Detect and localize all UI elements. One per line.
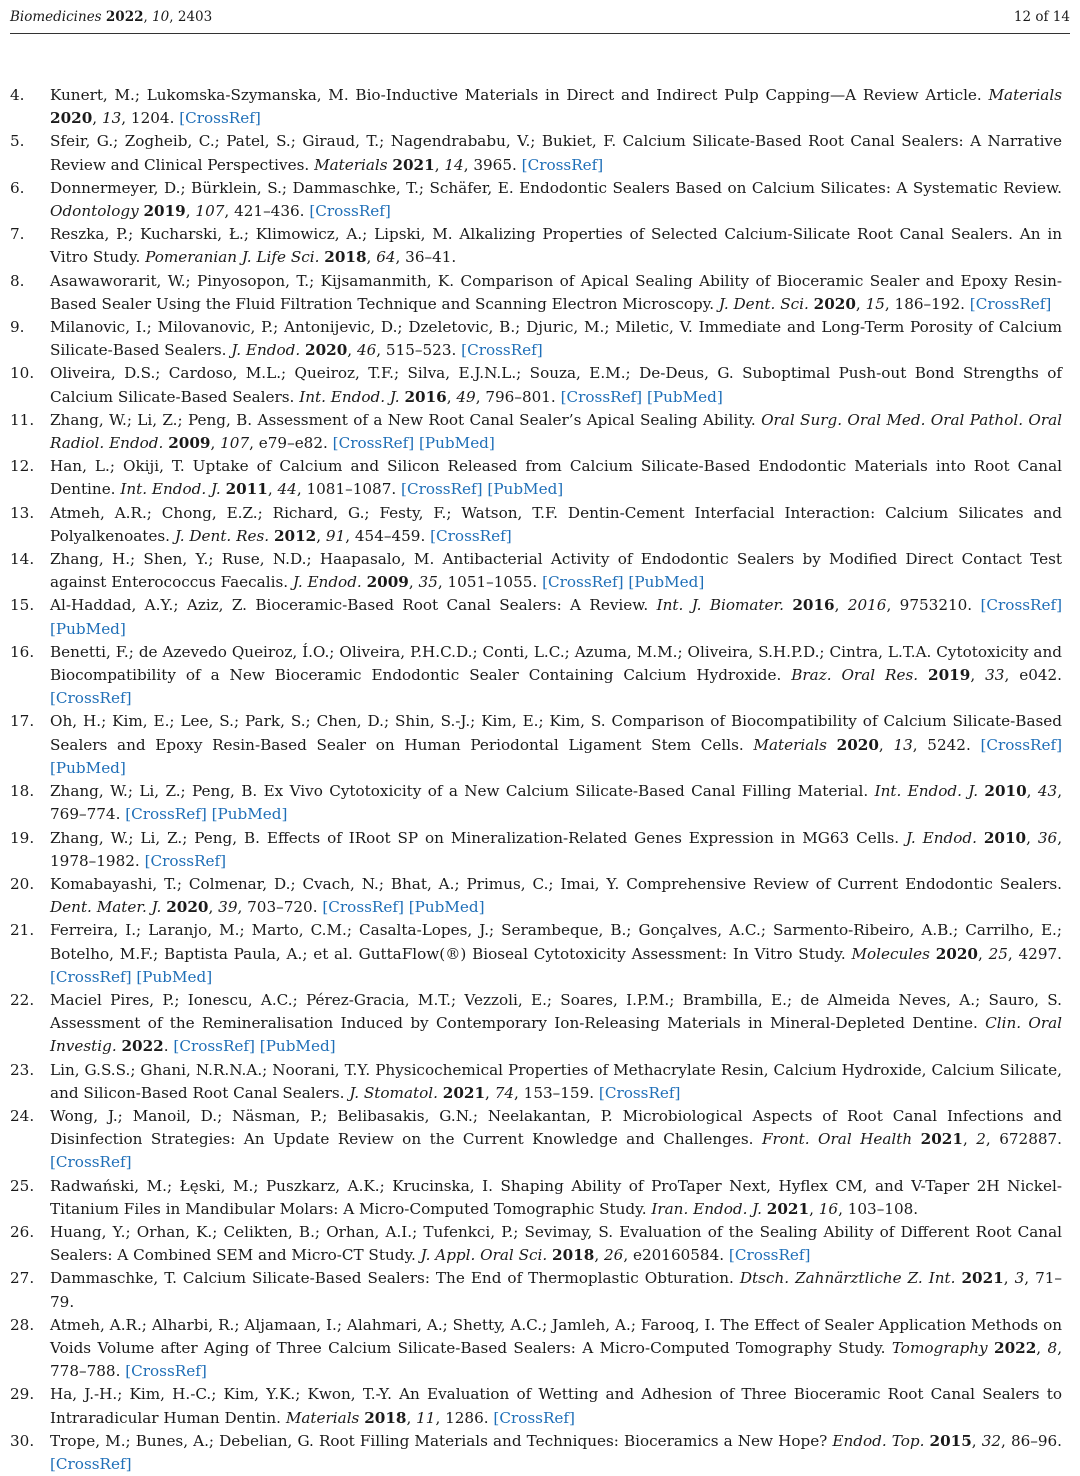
reference-segment: Ha, J.-H.; Kim, H.-C.; Kim, Y.K.; Kwon, T.-Y. An Evaluation of Wetting and Adhesion of Three Bioceramic Root Canal Sealers to Intraradicular Human Dentin. bbox=[50, 1385, 1062, 1427]
reference-italic: 44 bbox=[277, 480, 297, 499]
reference-segment: , 1081–1087. bbox=[296, 480, 402, 499]
reference-italic: 8 bbox=[1047, 1338, 1058, 1357]
reference-segment: , 672887. bbox=[985, 1130, 1063, 1149]
reference-text bbox=[50, 641, 1062, 711]
reference-segment: , bbox=[1026, 828, 1038, 847]
reference-segment: , bbox=[406, 1408, 417, 1427]
reference-text bbox=[50, 409, 1062, 455]
reference-segment: , bbox=[434, 155, 445, 174]
reference-year: 2022 bbox=[994, 1338, 1037, 1357]
reference-italic: 2 bbox=[976, 1130, 986, 1149]
reference-segment: , bbox=[185, 202, 196, 221]
crossref-link[interactable]: [CrossRef] bbox=[144, 851, 227, 870]
reference-segment: , 778–788. bbox=[50, 1338, 1063, 1381]
reference-italic: 43 bbox=[1037, 782, 1058, 801]
reference-number: 24. bbox=[10, 1106, 35, 1125]
reference-segment: , 36–41. bbox=[395, 248, 457, 267]
reference-italic: Materials bbox=[314, 155, 388, 174]
reference-text bbox=[50, 1221, 1062, 1267]
reference-item bbox=[10, 989, 1062, 1059]
reference-segment: , 103–108. bbox=[838, 1199, 919, 1218]
reference-text bbox=[50, 710, 1062, 780]
reference-number: 12. bbox=[10, 457, 35, 476]
journal-volume: 10 bbox=[152, 8, 170, 25]
crossref-link[interactable]: [CrossRef] bbox=[493, 1408, 575, 1427]
reference-text bbox=[50, 177, 1062, 223]
reference-italic: Molecules bbox=[851, 944, 930, 963]
reference-number: 23. bbox=[10, 1060, 35, 1079]
reference-italic: J. Endod. bbox=[905, 828, 977, 847]
reference-number: 8. bbox=[10, 271, 25, 290]
reference-segment: , 9753210. bbox=[886, 596, 981, 615]
reference-italic: J. Stomatol. bbox=[349, 1083, 438, 1102]
reference-segment: , bbox=[316, 526, 326, 545]
reference-text bbox=[50, 84, 1062, 130]
reference-item bbox=[10, 641, 1062, 711]
reference-segment: , bbox=[210, 434, 221, 453]
reference-italic: Materials bbox=[753, 735, 827, 754]
reference-segment: , 1204. bbox=[121, 109, 180, 128]
reference-italic: 36 bbox=[1037, 828, 1058, 847]
reference-item bbox=[10, 455, 1062, 501]
reference-segment: Milanovic, I.; Milovanovic, P.; Antonijevic, D.; Dzeletovic, B.; Djuric, M.; Miletic, V. Immediate and Long-Term Porosity of Calcium Silicate-Based Sealers. bbox=[50, 318, 1062, 360]
reference-italic: Oral Surg. Oral Med. Oral Pathol. Oral Radiol. Endod. bbox=[50, 410, 1062, 453]
reference-italic: 3 bbox=[1014, 1269, 1025, 1288]
reference-segment: , bbox=[485, 1083, 495, 1102]
reference-italic: Int. Endod. J. bbox=[299, 387, 400, 406]
reference-year: 2021 bbox=[961, 1269, 1004, 1288]
journal-name: Biomedicines bbox=[10, 8, 102, 25]
reference-segment bbox=[977, 829, 984, 847]
reference-item bbox=[10, 130, 1062, 176]
reference-segment: Benetti, F.; de Azevedo Queiroz, Í.O.; Oliveira, P.H.C.D.; Conti, L.C.; Azuma, M.M.; Oliveira, S.H.P.D.; Cintra, L.T.A. Cytotoxicity and Biocompatibility of a New Bioceramic Endodontic Sealer Containing Calcium Hydroxide. bbox=[50, 642, 1062, 685]
reference-segment: Han, L.; Okiji, T. Uptake of Calcium and Silicon Released from Calcium Silicate-Based Endodontic Materials into Root Canal Dentine. bbox=[50, 457, 1062, 499]
reference-segment: Al-Haddad, A.Y.; Aziz, Z. Bioceramic-Based Root Canal Sealers: A Review. bbox=[50, 596, 657, 615]
reference-year: 2010 bbox=[984, 782, 1027, 801]
crossref-link[interactable]: [CrossRef] bbox=[969, 294, 1052, 313]
crossref-link[interactable]: [CrossRef] bbox=[430, 526, 512, 545]
reference-year: 2020 bbox=[305, 341, 348, 360]
reference-segment: , bbox=[594, 1246, 604, 1265]
reference-number: 20. bbox=[10, 874, 35, 893]
crossref-link[interactable]: [CrossRef] bbox=[401, 480, 483, 499]
reference-segment: , 1978–1982. bbox=[50, 828, 1063, 870]
reference-italic: 2016 bbox=[847, 596, 887, 615]
reference-number: 21. bbox=[10, 921, 35, 940]
reference-year: 2021 bbox=[920, 1130, 963, 1149]
reference-number: 19. bbox=[10, 828, 35, 847]
reference-year: 2019 bbox=[928, 666, 971, 685]
reference-italic: Int. Endod. J. bbox=[120, 480, 221, 499]
reference-segment: , bbox=[267, 480, 278, 499]
reference-italic: Tomography bbox=[891, 1338, 988, 1357]
reference-text bbox=[50, 1175, 1062, 1221]
reference-segment: , bbox=[834, 596, 848, 615]
reference-item bbox=[10, 1383, 1062, 1429]
crossref-link[interactable]: [CrossRef] bbox=[322, 898, 404, 917]
reference-text bbox=[50, 223, 1062, 269]
reference-italic: Iran. Endod. J. bbox=[651, 1199, 762, 1218]
crossref-link[interactable]: [CrossRef] bbox=[50, 967, 132, 986]
reference-italic: Odontology bbox=[50, 202, 139, 221]
journal-citation: Biomedicines 2022, 10, 2403 bbox=[10, 8, 213, 25]
reference-segment: , bbox=[408, 573, 419, 592]
reference-item bbox=[10, 177, 1062, 223]
reference-segment: , bbox=[1026, 782, 1038, 801]
reference-italic: Clin. Oral Investig. bbox=[50, 1014, 1062, 1056]
reference-italic: J. Dent. Sci. bbox=[718, 294, 809, 313]
reference-italic: 91 bbox=[325, 526, 346, 545]
reference-year: 2012 bbox=[273, 526, 317, 545]
crossref-link[interactable]: [CrossRef] bbox=[50, 1153, 132, 1172]
reference-segment: , e79–e82. bbox=[249, 434, 333, 453]
reference-segment: , 71–79. bbox=[50, 1269, 1062, 1311]
reference-segment: , 769–774. bbox=[50, 782, 1063, 824]
pubmed-link[interactable]: [PubMed] bbox=[50, 619, 126, 638]
reference-item bbox=[10, 827, 1062, 873]
reference-number: 14. bbox=[10, 550, 35, 569]
crossref-link[interactable]: [CrossRef] bbox=[542, 573, 624, 592]
reference-segment: Huang, Y.; Orhan, K.; Celikten, B.; Orhan, A.I.; Tufenkci, P.; Sevimay, S. Evaluation of the Sealing Ability of Different Root Canal Sealers: A Combined SEM and Micro-CT Study. bbox=[50, 1222, 1062, 1265]
reference-number: 11. bbox=[10, 410, 35, 429]
reference-segment: Lin, G.S.S.; Ghani, N.R.N.A.; Noorani, T.Y. Physicochemical Properties of Methacrylate Resin, Calcium Hydroxide, Calcium Silicate, and Silicon-Based Root Canal Sealers. bbox=[50, 1060, 1062, 1102]
reference-year: 2018 bbox=[364, 1408, 407, 1427]
reference-segment: Sfeir, G.; Zogheib, C.; Patel, S.; Giraud, T.; Nagendrababu, V.; Bukiet, F. Calcium Silicate-Based Root Canal Sealers: A Narrative Review and Clinical Perspectives. bbox=[50, 132, 1062, 174]
reference-italic: Dent. Mater. J. bbox=[50, 898, 162, 917]
reference-number: 26. bbox=[10, 1222, 35, 1241]
reference-year: 2009 bbox=[168, 434, 211, 453]
crossref-link[interactable]: [CrossRef] bbox=[125, 805, 207, 824]
page-indicator: 12 of 14 bbox=[1013, 8, 1070, 25]
reference-item bbox=[10, 710, 1062, 780]
reference-segment: , bbox=[1036, 1338, 1048, 1357]
reference-item bbox=[10, 1105, 1062, 1175]
reference-item bbox=[10, 84, 1062, 130]
reference-year: 2020 bbox=[935, 944, 978, 963]
pubmed-link[interactable]: [PubMed] bbox=[487, 480, 564, 499]
reference-number: 27. bbox=[10, 1269, 35, 1288]
reference-text bbox=[50, 919, 1062, 989]
reference-segment: Kunert, M.; Lukomska-Szymanska, M. Bio-Inductive Materials in Direct and Indirect Pulp Capping—A Review Article. bbox=[50, 86, 989, 104]
reference-segment bbox=[912, 1130, 920, 1148]
reference-item bbox=[10, 409, 1062, 455]
reference-text bbox=[50, 455, 1062, 501]
reference-segment: Oliveira, D.S.; Cardoso, M.L.; Queiroz, T.F.; Silva, E.J.N.L.; Souza, E.M.; De-Deus, G. Suboptimal Push-out Bond Strengths of Calcium Silicate-Based Sealers. bbox=[50, 364, 1062, 406]
reference-year: 2020 bbox=[166, 898, 209, 917]
reference-text bbox=[50, 1314, 1062, 1384]
reference-number: 15. bbox=[10, 596, 35, 615]
reference-year: 2016 bbox=[404, 387, 447, 406]
reference-italic: J. Endod. bbox=[292, 573, 362, 592]
reference-italic: J. Dent. Res. bbox=[174, 526, 270, 545]
reference-text bbox=[50, 130, 1062, 176]
reference-segment: , 4297. bbox=[1007, 944, 1062, 963]
reference-italic: 26 bbox=[603, 1246, 624, 1265]
reference-year: 2011 bbox=[225, 480, 268, 499]
crossref-link[interactable]: [CrossRef] bbox=[521, 155, 604, 174]
reference-italic: 14 bbox=[444, 155, 464, 174]
reference-segment: Zhang, H.; Shen, Y.; Ruse, N.D.; Haapasalo, M. Antibacterial Activity of Endodontic Sealers by Modified Direct Contact Test against Enterococcus Faecalis. bbox=[50, 550, 1062, 592]
reference-item bbox=[10, 1314, 1062, 1384]
reference-segment: , e20160584. bbox=[623, 1246, 729, 1265]
reference-segment: Oh, H.; Kim, E.; Lee, S.; Park, S.; Chen, D.; Shin, S.-J.; Kim, E.; Kim, S. Comparison of Biocompatibility of Calcium Silicate-Based Sealers and Epoxy Resin-Based Sealer on Human Periodontal Ligament Stem Cells. bbox=[50, 712, 1062, 754]
reference-segment: , 3965. bbox=[463, 155, 522, 174]
reference-text bbox=[50, 1267, 1062, 1313]
crossref-link[interactable]: [CrossRef] bbox=[125, 1362, 207, 1381]
reference-segment: . bbox=[163, 1037, 174, 1056]
reference-year: 2010 bbox=[983, 828, 1027, 847]
reference-number: 30. bbox=[10, 1431, 35, 1450]
reference-year: 2021 bbox=[766, 1199, 810, 1218]
reference-segment: , bbox=[208, 898, 219, 917]
reference-italic: Endod. Top. bbox=[832, 1431, 925, 1450]
reference-segment bbox=[918, 666, 928, 684]
running-header bbox=[10, 0, 1070, 34]
reference-year: 2020 bbox=[813, 294, 856, 313]
reference-segment: , 86–96. bbox=[1001, 1431, 1063, 1450]
reference-segment: , bbox=[809, 1199, 819, 1218]
reference-italic: 16 bbox=[818, 1199, 839, 1218]
reference-list bbox=[10, 84, 1062, 1476]
reference-item bbox=[10, 780, 1062, 826]
reference-text bbox=[50, 594, 1062, 640]
reference-text bbox=[50, 989, 1062, 1059]
reference-segment: , bbox=[978, 944, 989, 963]
reference-segment: , bbox=[366, 248, 377, 267]
reference-segment: Atmeh, A.R.; Alharbi, R.; Aljamaan, I.; Alahmari, A.; Shetty, A.C.; Jamleh, A.; Farooq, I. The Effect of Sealer Application Methods on Voids Volume after Aging of Three Calcium Silicate-Based Sealers: A Micro-Computed Tomography Study. bbox=[50, 1315, 1062, 1357]
reference-italic: Braz. Oral Res. bbox=[791, 666, 919, 685]
reference-year: 2021 bbox=[392, 155, 435, 174]
pubmed-link[interactable]: [PubMed] bbox=[628, 573, 705, 592]
reference-year: 2022 bbox=[121, 1037, 164, 1056]
reference-item bbox=[10, 1267, 1062, 1313]
crossref-link[interactable]: [CrossRef] bbox=[50, 1454, 132, 1473]
reference-item bbox=[10, 270, 1062, 316]
pubmed-link[interactable]: [PubMed] bbox=[259, 1037, 336, 1056]
reference-italic: 107 bbox=[220, 434, 250, 453]
reference-segment: , 703–720. bbox=[237, 898, 323, 917]
crossref-link[interactable]: [CrossRef] bbox=[980, 596, 1063, 615]
reference-segment: , bbox=[92, 109, 102, 128]
pubmed-link[interactable]: [PubMed] bbox=[136, 967, 213, 986]
reference-number: 16. bbox=[10, 642, 35, 661]
reference-item bbox=[10, 316, 1062, 362]
reference-number: 28. bbox=[10, 1315, 35, 1334]
reference-segment: , 186–192. bbox=[884, 294, 970, 313]
crossref-link[interactable]: [CrossRef] bbox=[173, 1037, 255, 1056]
reference-number: 6. bbox=[10, 178, 25, 197]
reference-italic: 32 bbox=[981, 1431, 1002, 1450]
reference-segment bbox=[827, 736, 837, 754]
reference-segment: Donnermeyer, D.; Bürklein, S.; Dammaschke, T.; Schäfer, E. Endodontic Sealers Based on Calcium Silicates: A Systematic Review. bbox=[50, 178, 1062, 197]
journal-article: 2403 bbox=[177, 8, 213, 25]
reference-segment: Dammaschke, T. Calcium Silicate-Based Sealers: The End of Thermoplastic Obturation. bbox=[50, 1269, 740, 1288]
reference-italic: 46 bbox=[356, 341, 377, 360]
reference-segment: , bbox=[1003, 1269, 1015, 1288]
reference-italic: 39 bbox=[218, 898, 238, 917]
reference-item bbox=[10, 362, 1062, 408]
crossref-link[interactable]: [CrossRef] bbox=[179, 109, 261, 128]
reference-italic: 11 bbox=[416, 1408, 436, 1427]
crossref-link[interactable]: [CrossRef] bbox=[50, 689, 132, 708]
reference-italic: 33 bbox=[985, 666, 1005, 685]
reference-text bbox=[50, 316, 1062, 362]
reference-item bbox=[10, 502, 1062, 548]
reference-segment: , 421–436. bbox=[224, 202, 310, 221]
reference-italic: 49 bbox=[456, 387, 476, 406]
reference-text bbox=[50, 548, 1062, 594]
reference-text bbox=[50, 1059, 1062, 1105]
reference-segment: Komabayashi, T.; Colmenar, D.; Cvach, N.; Bhat, A.; Primus, C.; Imai, Y. Comprehensive Review of Current Endodontic Sealers. bbox=[50, 874, 1062, 893]
reference-italic: 25 bbox=[988, 944, 1008, 963]
reference-italic: Front. Oral Health bbox=[761, 1130, 913, 1149]
reference-year: 2015 bbox=[929, 1431, 972, 1450]
reference-text bbox=[50, 362, 1062, 408]
reference-year: 2021 bbox=[442, 1083, 486, 1102]
reference-item bbox=[10, 548, 1062, 594]
reference-year: 2019 bbox=[143, 202, 186, 221]
reference-segment: , e042. bbox=[1004, 666, 1063, 685]
reference-italic: 13 bbox=[101, 109, 122, 128]
reference-segment: Asawaworarit, W.; Pinyosopon, T.; Kijsamanmith, K. Comparison of Apical Sealing Ability of Bioceramic Sealer and Epoxy Resin-Based Sealer Using the Fluid Filtration Technique and Scanning Electron Microscopy. bbox=[50, 271, 1062, 313]
reference-segment: , 454–459. bbox=[345, 526, 431, 545]
reference-segment: Reszka, P.; Kucharski, Ł.; Klimowicz, A.; Lipski, M. Alkalizing Properties of Selected Calcium-Silicate Root Canal Sealers. An in Vitro Study. bbox=[50, 225, 1062, 267]
reference-segment: Maciel Pires, P.; Ionescu, A.C.; Pérez-Gracia, M.T.; Vezzoli, E.; Soares, I.P.M.; Brambilla, E.; de Almeida Neves, A.; Sauro, S. Assessment of the Remineralisation Induced by Contemporary Ion-Releasing Materials in Mineral-Depleted Dentine. bbox=[50, 990, 1062, 1033]
reference-italic: 15 bbox=[865, 294, 885, 313]
reference-number: 5. bbox=[10, 132, 25, 151]
reference-italic: 107 bbox=[195, 202, 225, 221]
reference-italic: Int. J. Biomater. bbox=[656, 596, 784, 615]
pubmed-link[interactable]: [PubMed] bbox=[408, 898, 485, 917]
reference-number: 13. bbox=[10, 503, 35, 522]
reference-item bbox=[10, 223, 1062, 269]
reference-number: 18. bbox=[10, 782, 35, 801]
reference-year: 2016 bbox=[792, 596, 835, 615]
reference-number: 17. bbox=[10, 712, 35, 731]
reference-italic: Pomeranian J. Life Sci. bbox=[145, 248, 320, 267]
reference-segment: , bbox=[347, 341, 357, 360]
reference-text bbox=[50, 270, 1062, 316]
reference-segment: , 153–159. bbox=[514, 1083, 599, 1102]
reference-segment: Zhang, W.; Li, Z.; Peng, B. Effects of IRoot SP on Mineralization-Related Genes Expression in MG63 Cells. bbox=[50, 828, 906, 847]
reference-number: 25. bbox=[10, 1176, 35, 1195]
reference-segment: , bbox=[446, 387, 457, 406]
reference-year: 2018 bbox=[324, 248, 367, 267]
reference-italic: J. Endod. bbox=[231, 341, 301, 360]
reference-segment: , 515–523. bbox=[376, 341, 462, 360]
reference-segment: , bbox=[855, 294, 866, 313]
reference-text bbox=[50, 1105, 1062, 1175]
crossref-link[interactable]: [CrossRef] bbox=[598, 1083, 681, 1102]
reference-text bbox=[50, 780, 1062, 826]
reference-number: 7. bbox=[10, 225, 25, 244]
reference-segment: , bbox=[970, 666, 986, 685]
reference-segment: , 1051–1055. bbox=[437, 573, 543, 592]
pubmed-link[interactable]: [PubMed] bbox=[646, 387, 723, 406]
reference-segment: Trope, M.; Bunes, A.; Debelian, G. Root Filling Materials and Techniques: Bioceramics a New Hope? bbox=[50, 1431, 833, 1450]
reference-item bbox=[10, 873, 1062, 919]
reference-segment: , 796–801. bbox=[475, 387, 561, 406]
reference-italic: 35 bbox=[418, 573, 438, 592]
crossref-link[interactable]: [CrossRef] bbox=[728, 1246, 811, 1265]
pubmed-link[interactable]: [PubMed] bbox=[211, 805, 288, 824]
pubmed-link[interactable]: [PubMed] bbox=[419, 434, 495, 453]
reference-italic: Materials bbox=[988, 86, 1062, 104]
reference-item bbox=[10, 919, 1062, 989]
reference-number: 22. bbox=[10, 990, 35, 1009]
reference-italic: Int. Endod. J. bbox=[874, 782, 979, 801]
reference-italic: 13 bbox=[893, 735, 913, 754]
reference-segment: Zhang, W.; Li, Z.; Peng, B. Ex Vivo Cytotoxicity of a New Calcium Silicate-Based Canal Filling Material. bbox=[50, 782, 875, 801]
reference-year: 2018 bbox=[552, 1246, 595, 1265]
reference-item bbox=[10, 594, 1062, 640]
reference-italic: 64 bbox=[376, 248, 396, 267]
pubmed-link[interactable]: [PubMed] bbox=[50, 758, 126, 777]
reference-segment: Zhang, W.; Li, Z.; Peng, B. Assessment of a New Root Canal Sealer’s Apical Sealing Ability. bbox=[50, 410, 762, 429]
reference-segment: Wong, J.; Manoil, D.; Näsman, P.; Belibasakis, G.N.; Neelakantan, P. Microbiological Aspects of Root Canal Infections and Disinfection Strategies: An Update Review on the Current Knowledge and Challenges. bbox=[50, 1106, 1062, 1149]
crossref-link[interactable]: [CrossRef] bbox=[309, 202, 391, 221]
crossref-link[interactable]: [CrossRef] bbox=[560, 387, 643, 406]
reference-segment: Radwański, M.; Łęski, M.; Puszkarz, A.K.; Krucinska, I. Shaping Ability of ProTaper Next, Hyflex CM, and V-Taper 2H Nickel-Titanium Files in Mandibular Molars: A Micro-Computed Tomographic Study. bbox=[50, 1176, 1062, 1218]
reference-italic: 74 bbox=[494, 1083, 515, 1102]
journal-year: 2022 bbox=[105, 8, 144, 25]
reference-item bbox=[10, 1221, 1062, 1267]
reference-segment: Atmeh, A.R.; Chong, E.Z.; Richard, G.; Festy, F.; Watson, T.F. Dentin-Cement Interfacial Interaction: Calcium Silicates and Polyalkenoates. bbox=[50, 503, 1062, 545]
reference-segment: , bbox=[878, 735, 894, 754]
reference-italic: Materials bbox=[285, 1408, 360, 1427]
reference-number: 9. bbox=[10, 318, 25, 337]
reference-segment: , bbox=[962, 1130, 977, 1149]
reference-item bbox=[10, 1175, 1062, 1221]
reference-segment: , bbox=[971, 1431, 982, 1450]
reference-text bbox=[50, 873, 1062, 919]
reference-segment: , 5242. bbox=[912, 735, 981, 754]
reference-text bbox=[50, 827, 1062, 873]
reference-italic: J. Appl. Oral Sci. bbox=[420, 1246, 548, 1265]
reference-text bbox=[50, 502, 1062, 548]
reference-segment: Ferreira, I.; Laranjo, M.; Marto, C.M.; Casalta-Lopes, J.; Serambeque, B.; Gonçalves, A.C.; Sarmento-Ribeiro, A.B.; Carrilho, E.; Botelho, M.F.; Baptista Paula, A.; et al. GuttaFlow(®) Bioseal Cytotoxicity Assessment: In Vitro Study. bbox=[50, 921, 1062, 963]
reference-number: 29. bbox=[10, 1385, 35, 1404]
reference-text bbox=[50, 1383, 1062, 1429]
reference-year: 2020 bbox=[836, 735, 879, 754]
crossref-link[interactable]: [CrossRef] bbox=[980, 735, 1062, 754]
reference-item bbox=[10, 1059, 1062, 1105]
reference-year: 2009 bbox=[366, 573, 409, 592]
reference-year: 2020 bbox=[50, 109, 93, 128]
reference-italic: Dtsch. Zahnärztliche Z. Int. bbox=[739, 1269, 956, 1288]
crossref-link[interactable]: [CrossRef] bbox=[461, 341, 543, 360]
reference-number: 4. bbox=[10, 86, 25, 104]
reference-number: 10. bbox=[10, 364, 35, 383]
crossref-link[interactable]: [CrossRef] bbox=[332, 434, 415, 453]
reference-segment: , 1286. bbox=[435, 1408, 494, 1427]
